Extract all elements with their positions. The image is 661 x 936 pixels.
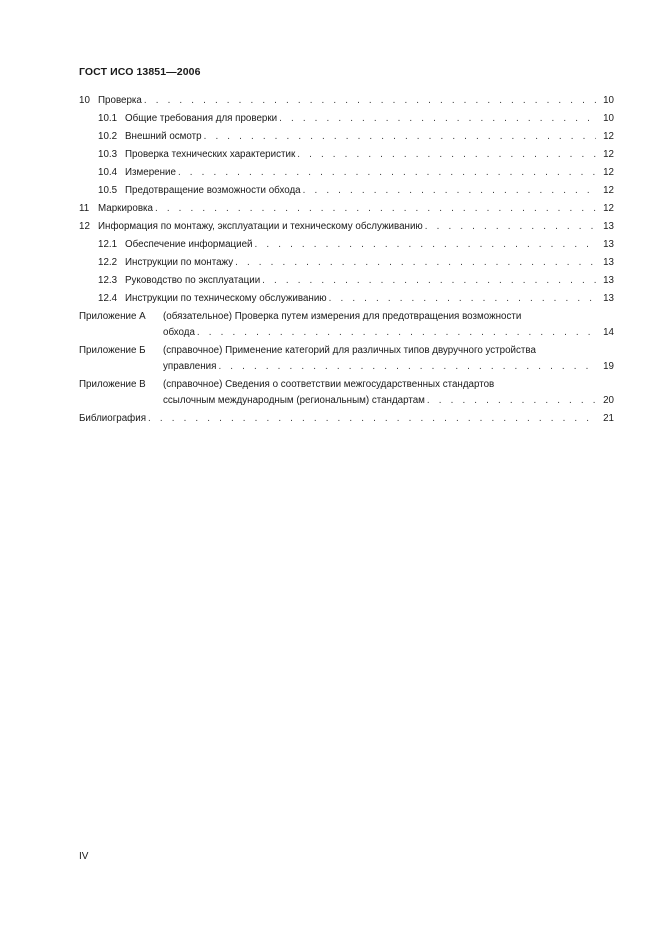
toc-bibliography-entry[interactable] [79, 411, 614, 429]
toc-entry[interactable] [79, 165, 614, 183]
toc-entry-title: Предотвращение возможности обхода [125, 185, 301, 196]
toc-entry-title: Библиография [79, 413, 147, 424]
toc-entry-page: 10 [603, 113, 614, 124]
toc-annex-entry[interactable] [79, 377, 614, 411]
annex-label: Приложение В [79, 379, 146, 390]
toc-annex-entry[interactable] [79, 343, 614, 377]
toc-entry-number: 10 [79, 95, 90, 106]
toc-annex-entry[interactable] [79, 309, 614, 343]
toc-entry-title: Руководство по эксплуатации [125, 275, 261, 286]
annex-title-line1: (справочное) Сведения о соответствии межгосударственных стандартов [163, 379, 495, 390]
dot-leader [148, 411, 596, 427]
dot-leader [427, 393, 596, 409]
annex-title-line2: управления [163, 361, 217, 372]
annex-title-line1: (справочное) Применение категорий для различных типов двуручного устройства [163, 345, 536, 356]
toc-entry-number: 12.3 [98, 275, 118, 286]
toc-entry-page: 10 [603, 95, 614, 106]
toc-entry-title: Инструкции по монтажу [125, 257, 234, 268]
dot-leader [425, 219, 596, 235]
toc-entry-title: Информация по монтажу, эксплуатации и техническому обслуживанию [98, 221, 423, 232]
toc-entry-number: 10.3 [98, 149, 118, 160]
toc-entry-title: Маркировка [98, 203, 153, 214]
dot-leader [297, 147, 596, 163]
dot-leader [235, 255, 596, 271]
toc-entry-number: 12.2 [98, 257, 118, 268]
annex-label: Приложение Б [79, 345, 146, 356]
toc-entry[interactable] [79, 111, 614, 129]
page-number: IV [79, 851, 89, 862]
toc-entry-page: 12 [603, 167, 614, 178]
toc-entry[interactable] [79, 183, 614, 201]
toc-entry[interactable] [79, 255, 614, 273]
dot-leader [262, 273, 596, 289]
dot-leader [218, 359, 596, 375]
toc-entry-title: Инструкции по техническому обслуживанию [125, 293, 327, 304]
annex-title-line2: ссылочным международным (региональным) стандартам [163, 395, 425, 406]
toc-entry[interactable] [79, 237, 614, 255]
toc-entry-number: 10.2 [98, 131, 118, 142]
dot-leader [204, 129, 596, 145]
dot-leader [329, 291, 596, 307]
toc-entry[interactable] [79, 219, 614, 237]
toc-entry-title: Проверка технических характеристик [125, 149, 296, 160]
toc-entry-title: Обеспечение информацией [125, 239, 253, 250]
toc-entry-page: 12 [603, 149, 614, 160]
annex-title-line2: обхода [163, 327, 195, 338]
annex-title-line1: (обязательное) Проверка путем измерения для предотвращения возможности [163, 311, 522, 322]
toc-entry-page: 13 [603, 257, 614, 268]
toc-entry[interactable] [79, 129, 614, 147]
toc-entry-title: Общие требования для проверки [125, 113, 278, 124]
toc-entry[interactable] [79, 93, 614, 111]
dot-leader [279, 111, 596, 127]
toc-entry-number: 12 [79, 221, 90, 232]
toc-entry-page: 19 [603, 361, 614, 372]
dot-leader [178, 165, 596, 181]
toc-entry[interactable] [79, 201, 614, 219]
document-header: ГОСТ ИСО 13851—2006 [79, 66, 201, 78]
toc-entry-number: 11 [79, 203, 90, 214]
toc-entry-page: 12 [603, 203, 614, 214]
toc-entry-number: 12.1 [98, 239, 118, 250]
toc-entry-page: 14 [603, 327, 614, 338]
dot-leader [144, 93, 596, 109]
dot-leader [155, 201, 596, 217]
toc-entry-title: Проверка [98, 95, 142, 106]
toc-entry-number: 12.4 [98, 293, 118, 304]
toc-entry-page: 21 [603, 413, 614, 424]
dot-leader [303, 183, 596, 199]
toc-entry-number: 10.1 [98, 113, 118, 124]
toc-entry-title: Измерение [125, 167, 176, 178]
toc-entry-page: 12 [603, 185, 614, 196]
toc-entry[interactable] [79, 291, 614, 309]
annex-label: Приложение А [79, 311, 146, 322]
table-of-contents [79, 93, 614, 429]
toc-entry-page: 20 [603, 395, 614, 406]
toc-entry-page: 13 [603, 275, 614, 286]
toc-entry-page: 13 [603, 239, 614, 250]
toc-entry-page: 12 [603, 131, 614, 142]
toc-entry-page: 13 [603, 293, 614, 304]
toc-entry-page: 13 [603, 221, 614, 232]
toc-entry-number: 10.4 [98, 167, 118, 178]
toc-entry-number: 10.5 [98, 185, 118, 196]
toc-entry[interactable] [79, 273, 614, 291]
toc-entry[interactable] [79, 147, 614, 165]
dot-leader [255, 237, 596, 253]
dot-leader [197, 325, 596, 341]
toc-entry-title: Внешний осмотр [125, 131, 202, 142]
